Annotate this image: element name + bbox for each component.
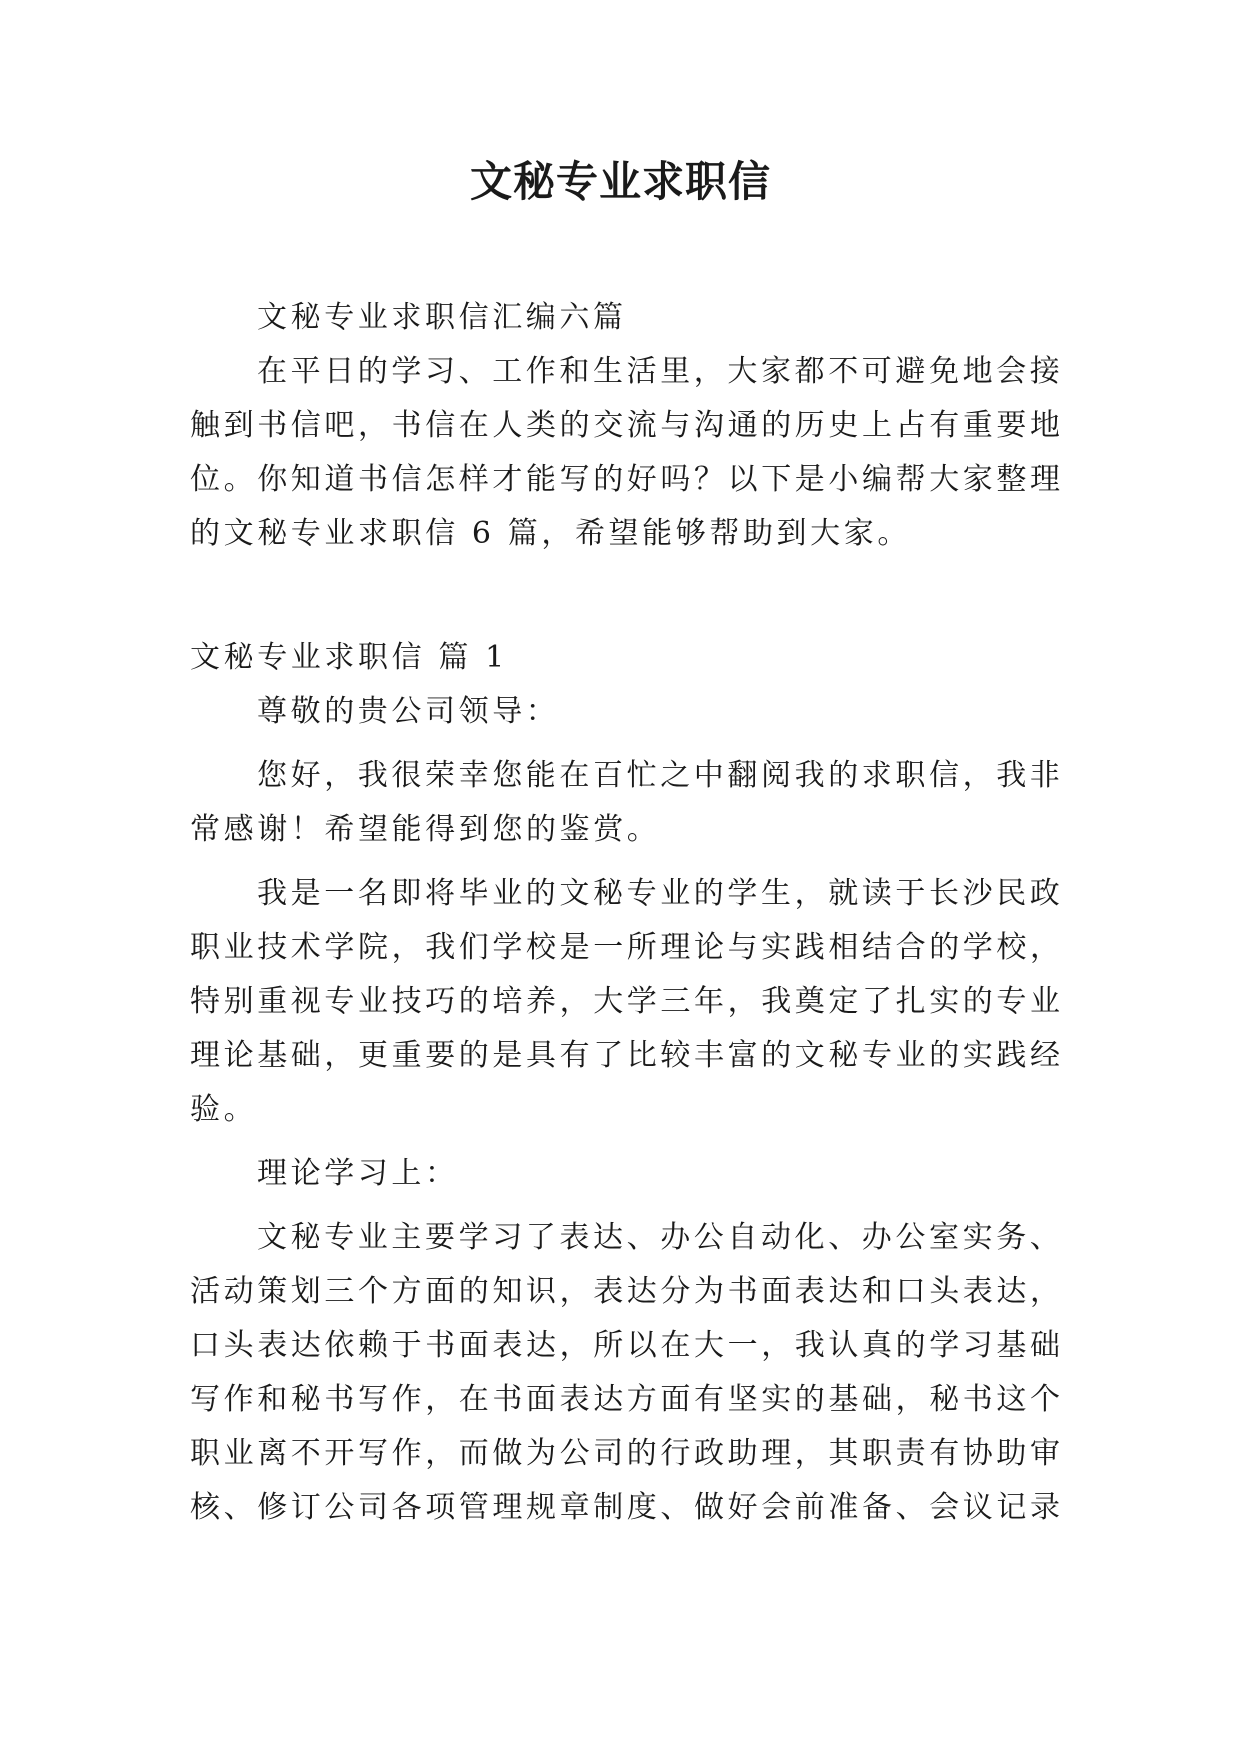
body-line: 您好，我很荣幸您能在百忙之中翻阅我的求职信，我非 bbox=[257, 758, 1064, 793]
document-title: 文秘专业求职信 bbox=[469, 157, 771, 206]
intro-line: 位。你知道书信怎样才能写的好吗？以下是小编帮大家整理 bbox=[190, 462, 1064, 497]
body-line: 理论学习上： bbox=[257, 1156, 459, 1191]
body-line: 核、修订公司各项管理规章制度、做好会前准备、会议记录 bbox=[190, 1490, 1064, 1525]
body-line: 我是一名即将毕业的文秘专业的学生，就读于长沙民政 bbox=[257, 876, 1064, 911]
section-heading: 文秘专业求职信 篇 1 bbox=[190, 640, 508, 675]
body-line: 写作和秘书写作，在书面表达方面有坚实的基础，秘书这个 bbox=[190, 1382, 1064, 1417]
body-line: 特别重视专业技巧的培养，大学三年，我奠定了扎实的专业 bbox=[190, 984, 1064, 1019]
body-line: 职业离不开写作，而做为公司的行政助理，其职责有协助审 bbox=[190, 1436, 1064, 1471]
salutation-line: 尊敬的贵公司领导： bbox=[257, 694, 560, 729]
intro-line: 的文秘专业求职信 6 篇，希望能够帮助到大家。 bbox=[190, 516, 911, 551]
intro-line: 在平日的学习、工作和生活里，大家都不可避免地会接 bbox=[257, 354, 1064, 389]
body-line: 职业技术学院，我们学校是一所理论与实践相结合的学校， bbox=[190, 930, 1064, 965]
body-line: 活动策划三个方面的知识，表达分为书面表达和口头表达， bbox=[190, 1274, 1064, 1309]
body-line: 文秘专业主要学习了表达、办公自动化、办公室实务、 bbox=[257, 1220, 1064, 1255]
intro-line: 触到书信吧，书信在人类的交流与沟通的历史上占有重要地 bbox=[190, 408, 1064, 443]
body-line: 理论基础，更重要的是具有了比较丰富的文秘专业的实践经 bbox=[190, 1038, 1064, 1073]
body-line: 验。 bbox=[190, 1092, 258, 1127]
body-line: 口头表达依赖于书面表达，所以在大一，我认真的学习基础 bbox=[190, 1328, 1064, 1363]
subtitle-line: 文秘专业求职信汇编六篇 bbox=[257, 300, 627, 335]
body-line: 常感谢！希望能得到您的鉴赏。 bbox=[190, 812, 661, 847]
